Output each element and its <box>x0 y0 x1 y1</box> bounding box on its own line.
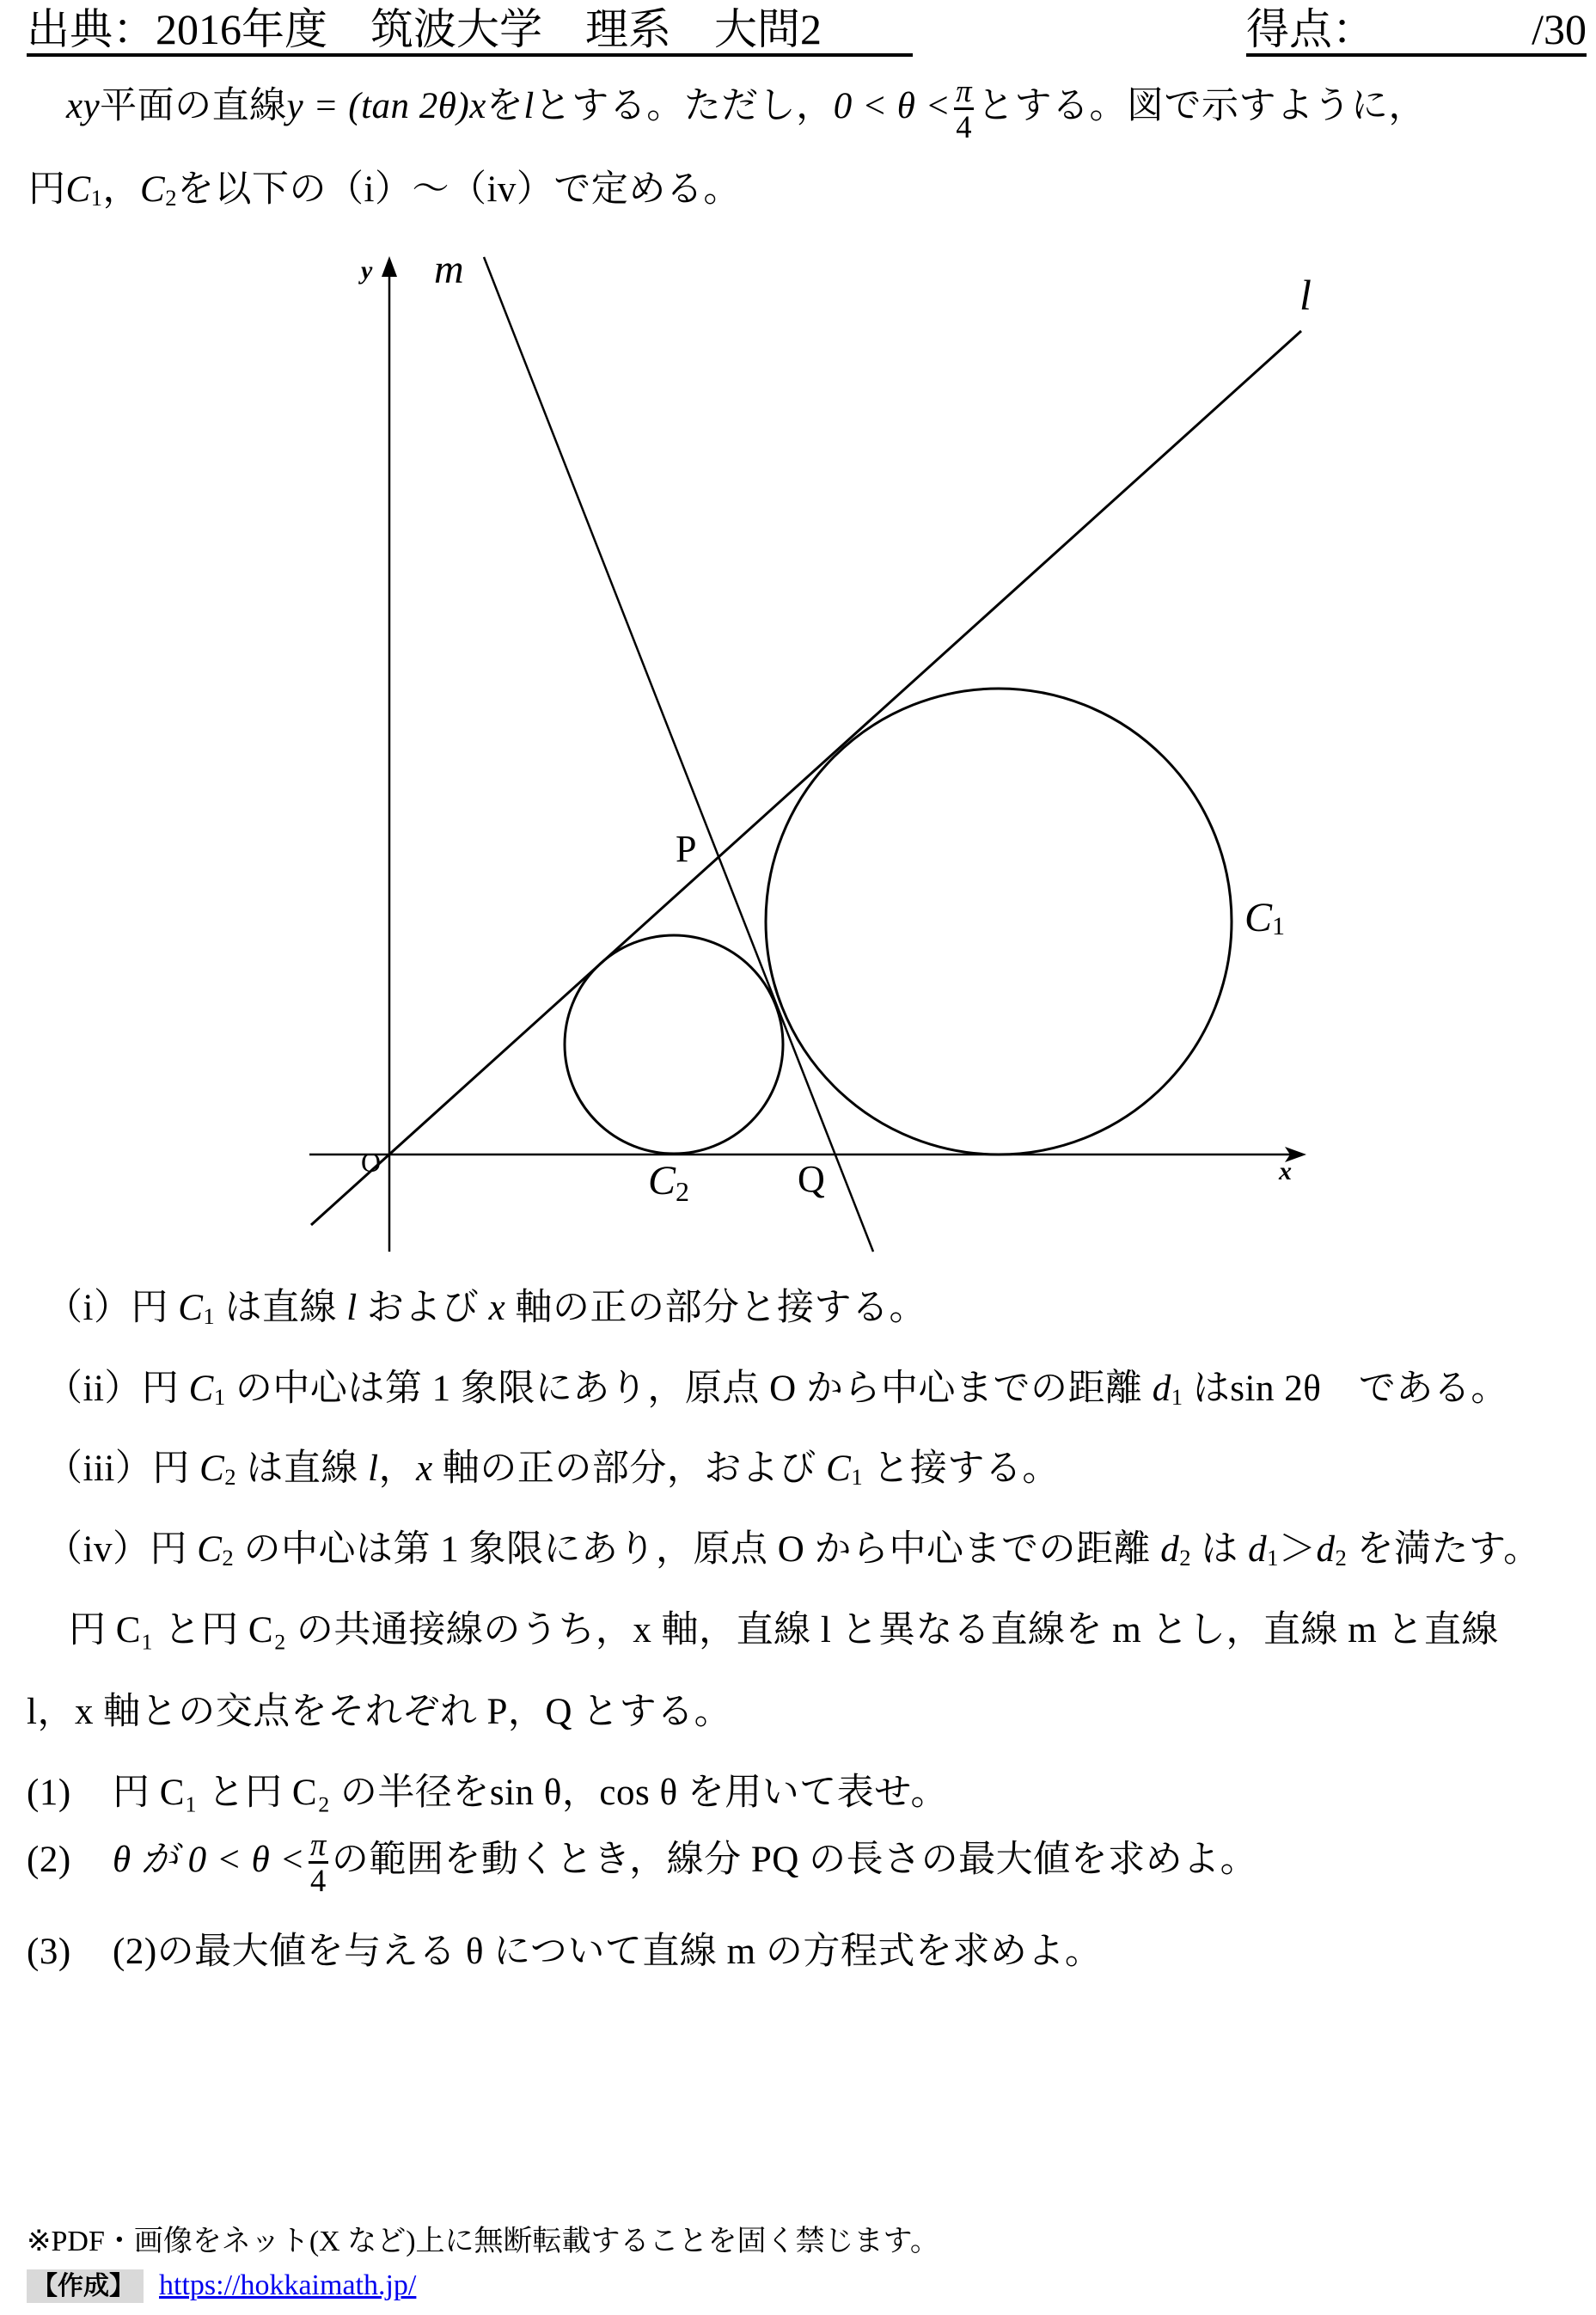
x-var: x <box>416 1448 433 1489</box>
y-axis-label: y <box>361 256 373 285</box>
text: および <box>357 1288 489 1328</box>
x-var: x <box>488 1288 506 1328</box>
d-var: d <box>1160 1529 1180 1570</box>
subscript: 2 <box>1335 1544 1348 1571</box>
c-var: C <box>188 1369 214 1409</box>
paragraph-line-2: l，x 軸との交点をそれぞれ P，Q とする。 <box>27 1692 732 1732</box>
text: は <box>1191 1529 1249 1570</box>
author-link[interactable]: https://hokkaimath.jp/ <box>159 2269 417 2301</box>
text: と接する。 <box>863 1448 1060 1489</box>
condition-iv <box>46 1528 1541 1579</box>
point-p-label: P <box>676 828 697 870</box>
condition-number: （ii） <box>46 1369 142 1409</box>
subscript: 1 <box>851 1463 864 1490</box>
condition-number: （iii） <box>46 1448 153 1489</box>
question-number: (1) <box>27 1773 71 1813</box>
y-axis-arrow-icon <box>382 256 397 277</box>
subscript: 2 <box>165 184 178 211</box>
intro-text: 円 <box>28 169 66 210</box>
condition-ii <box>46 1368 1508 1418</box>
text: 円 <box>141 1369 189 1409</box>
text: 円 <box>131 1288 179 1328</box>
c2-letter: C <box>648 1158 676 1203</box>
l-var: l <box>346 1288 358 1328</box>
subscript: 2 <box>222 1544 235 1571</box>
source-text: 出典：2016年度 筑波大学 理系 大問2 <box>27 5 822 53</box>
origin-label: O <box>361 1147 382 1178</box>
c-var: C <box>197 1529 223 1570</box>
xy-text: xy <box>66 85 101 126</box>
text: は直線 <box>215 1288 347 1328</box>
text: の中心は第 1 象限にあり，原点 O から中心までの距離 <box>225 1369 1153 1409</box>
theta-inequality: 0 < θ < <box>833 85 951 126</box>
author-badge: 【作成】 <box>27 2269 144 2303</box>
text: ＞ <box>1278 1529 1317 1570</box>
line-l-ref: l <box>523 85 535 126</box>
c2-subscript: 2 <box>676 1176 690 1207</box>
subscript: 2 <box>224 1463 237 1490</box>
intro-text: を以下の（i）～（iv）で定める。 <box>177 169 741 210</box>
question-3 <box>27 1931 1102 1974</box>
frac-num: π <box>310 1827 327 1862</box>
subscript: 2 <box>1179 1544 1192 1571</box>
condition-number: （iv） <box>46 1529 150 1570</box>
comma: ， <box>102 169 141 210</box>
x-axis-label: x <box>1279 1157 1292 1185</box>
copyright-notice: ※PDF・画像をネット(X など)上に無断転載することを固く禁じます。 <box>27 2226 939 2257</box>
text: は直線 <box>236 1448 369 1489</box>
intro-text: とする。図で示すように， <box>977 85 1426 126</box>
score-label: 得点： <box>1246 5 1375 53</box>
intro-text: とする。ただし， <box>534 85 834 126</box>
condition-iii <box>46 1448 1060 1498</box>
d-var: d <box>1248 1529 1268 1570</box>
author-line <box>27 2264 416 2302</box>
line-m <box>484 257 873 1252</box>
c2-ref: C <box>140 169 166 210</box>
frac-den: 4 <box>310 1862 327 1898</box>
subscript: 1 <box>203 1302 216 1329</box>
text: の中心は第 1 象限にあり，原点 O から中心までの距離 <box>234 1529 1161 1570</box>
paragraph-line-1: 円 C₁ と円 C₂ の共通接線のうち，x 軸，直線 l と異なる直線を m とし，直線 m と直線 <box>69 1610 1499 1651</box>
question-number: (3) <box>27 1932 71 1972</box>
d-var: d <box>1152 1369 1171 1409</box>
c1-subscript: 1 <box>1272 912 1286 940</box>
line-l <box>311 331 1301 1225</box>
l-var: l <box>368 1448 379 1489</box>
question-text: の範囲を動くとき，線分 PQ の長さの最大値を求めよ。 <box>331 1839 1258 1880</box>
c-var: C <box>178 1288 204 1328</box>
circle-c2 <box>565 935 783 1154</box>
score-total: /30 <box>1532 5 1587 53</box>
subscript: 1 <box>1267 1544 1279 1571</box>
text: ， <box>378 1448 417 1489</box>
circle-c1 <box>766 689 1232 1154</box>
c-var: C <box>199 1448 225 1489</box>
subscript: 1 <box>213 1383 226 1410</box>
frac-den: 4 <box>956 108 972 144</box>
circle-c1-label <box>1244 894 1285 941</box>
intro-text: 平面の直線 <box>100 85 287 126</box>
question-number: (2) <box>27 1839 71 1880</box>
question-text: θ が 0 < θ < <box>113 1839 306 1880</box>
line-m-label: m <box>434 247 464 292</box>
c-var: C <box>826 1448 852 1489</box>
c1-ref: C <box>65 169 91 210</box>
text: 円 <box>152 1448 200 1489</box>
question-text: (2)の最大値を与える θ について直線 m の方程式を求めよ。 <box>113 1932 1103 1972</box>
text: 軸の正の部分，および <box>432 1448 827 1489</box>
d-var: d <box>1316 1529 1336 1570</box>
text: を満たす。 <box>1347 1529 1541 1570</box>
condition-i <box>46 1287 926 1338</box>
point-q-label: Q <box>798 1158 825 1200</box>
text: 軸の正の部分と接する。 <box>505 1288 927 1328</box>
question-text: 円 C₁ と円 C₂ の半径をsin θ，cos θ を用いて表せ。 <box>113 1773 948 1813</box>
fraction-pi-over-4 <box>309 1829 328 1896</box>
intro-text: を <box>486 85 524 126</box>
line-l-label: l <box>1299 271 1312 319</box>
circle-c2-label <box>648 1157 689 1208</box>
subscript: 1 <box>1171 1383 1183 1410</box>
subscript: 1 <box>90 184 103 211</box>
question-2 <box>27 1829 1257 1896</box>
equation-l: y = (tan 2θ)x <box>286 85 486 126</box>
text: はsin 2θ である。 <box>1183 1369 1508 1409</box>
condition-number: （i） <box>46 1288 131 1328</box>
question-1 <box>27 1772 948 1815</box>
frac-num: π <box>956 73 972 108</box>
c1-letter: C <box>1244 895 1273 940</box>
text: 円 <box>150 1529 198 1570</box>
